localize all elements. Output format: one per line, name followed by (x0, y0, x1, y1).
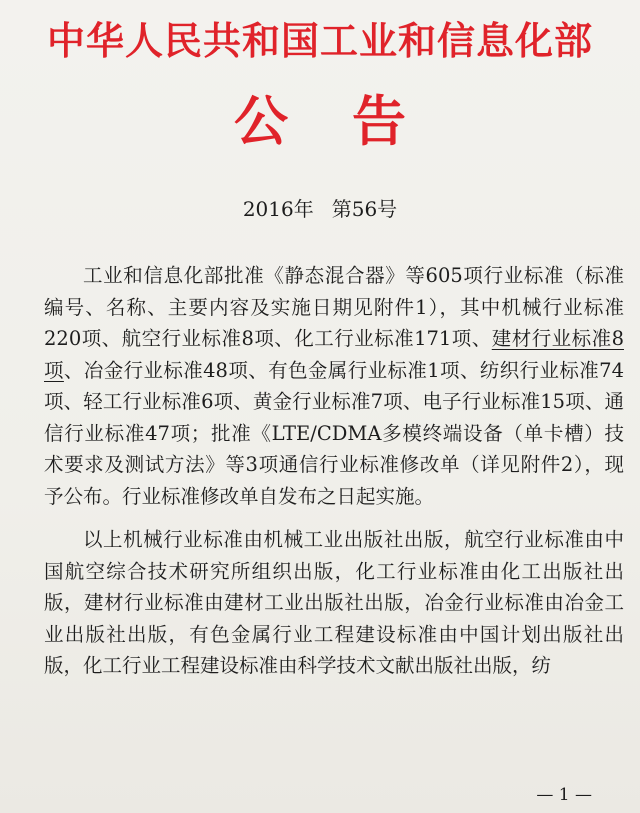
doc-type-char-2: 告 (352, 89, 406, 153)
paragraph-2 (44, 524, 624, 682)
document-type-heading (0, 88, 640, 154)
paragraph-1-text-b: 、冶金行业标准48项、有色金属行业标准1项、纺织行业标准74项、轻工行业标准6项、黄金行业标准7项、电子行业标准15项、通信行业标准47项；批准《LTE/CDMA多模终端设备（单卡槽）技术要求及测试方法》等3项通信行业标准修改单（详见附件2），现予公布。行业标准修改单自发布之日起实施。 (44, 358, 624, 508)
document-year: 2016年 (242, 197, 314, 221)
document-serial: 第56号 (331, 197, 398, 221)
announcement-body (44, 260, 624, 694)
doc-type-char-1: 公 (234, 89, 288, 153)
paragraph-1 (44, 260, 624, 512)
paragraph-2-text: 以上机械行业标准由机械工业出版社出版，航空行业标准由中国航空综合技术研究所组织出版，化工行业标准由化工出版社出版，建材行业标准由建材工业出版社出版，冶金行业标准由冶金工业出版社出版，有色金属行业工程建设标准由中国计划出版社出版，化工行业工程建设标准由科学技术文献出版社出版，纺 (44, 528, 624, 677)
underlined-phrase: 建材行业标准8项 (44, 327, 624, 382)
issuing-authority-title: 中华人民共和国工业和信息化部 (46, 18, 593, 63)
paragraph-1-text-a: 工业和信息化部批准《静态混合器》等605项行业标准（标准编号、名称、主要内容及实施日期见附件1），其中机械行业标准220项、航空行业标准8项、化工行业标准171项、 (44, 264, 624, 350)
page-number: — 1 — (536, 785, 592, 805)
document-number (0, 196, 640, 222)
